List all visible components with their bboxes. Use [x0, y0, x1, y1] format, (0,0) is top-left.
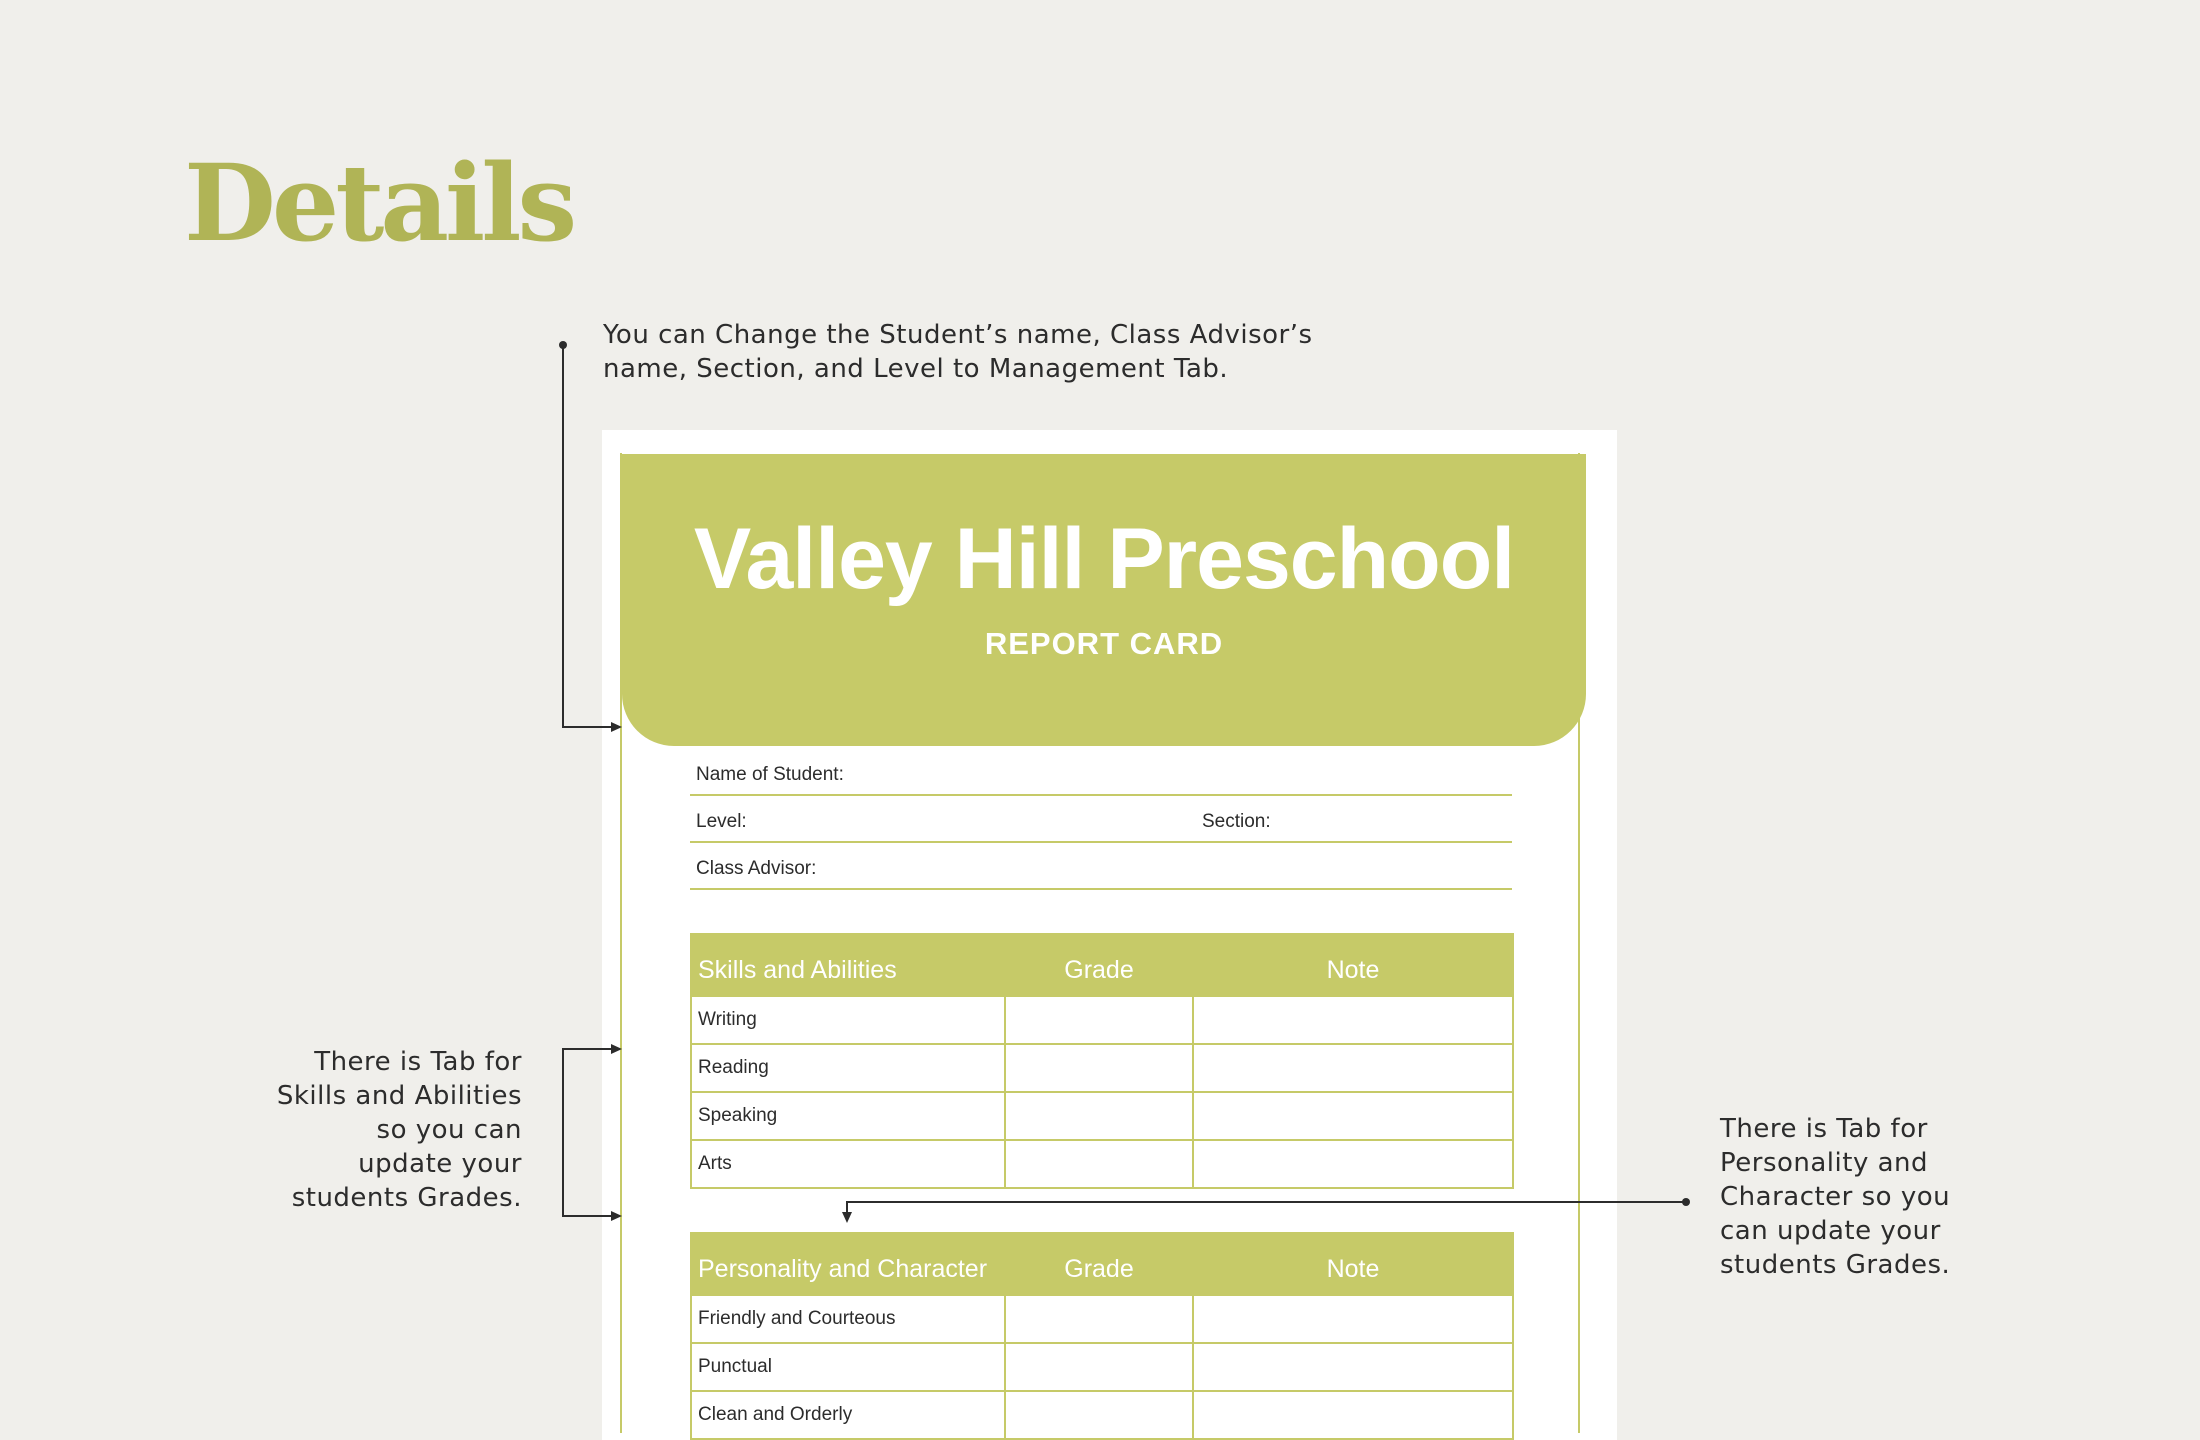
- page-title: Details: [184, 140, 574, 265]
- callout-line: Personality and: [1720, 1148, 1929, 1178]
- skill-name: Reading: [691, 1044, 1005, 1092]
- arrow-icon: [842, 1212, 852, 1223]
- callout-line: There is Tab for: [314, 1047, 522, 1077]
- class-advisor-label: Class Advisor:: [696, 858, 817, 879]
- callout-line: students Grades.: [1720, 1250, 1951, 1280]
- column-header-personality: Personality and Character: [691, 1233, 1005, 1295]
- level-label: Level:: [696, 811, 747, 832]
- trait-name: Punctual: [691, 1343, 1005, 1391]
- skill-name: Writing: [691, 996, 1005, 1044]
- school-name: Valley Hill Preschool: [693, 511, 1515, 607]
- callout-line: so you can: [376, 1115, 522, 1145]
- connector-top: [563, 345, 612, 727]
- section-label: Section:: [1202, 811, 1271, 832]
- callout-line: Skills and Abilities: [276, 1081, 522, 1111]
- callout-line: Character so you: [1720, 1182, 1951, 1212]
- column-header-note: Note: [1193, 934, 1513, 996]
- callout-management-tab: You can Change the Student’s name, Class Advisor’s name, Section, and Level to Management Tab.: [603, 320, 1313, 384]
- connector-left: [563, 1049, 612, 1216]
- trait-name: Clean and Orderly: [691, 1391, 1005, 1439]
- callout-line: There is Tab for: [1720, 1114, 1928, 1144]
- callout-line: students Grades.: [291, 1183, 522, 1213]
- column-header-note: Note: [1193, 1233, 1513, 1295]
- arrow-icon: [611, 1044, 622, 1054]
- arrow-icon: [611, 722, 622, 732]
- callout-line: update your: [358, 1149, 522, 1179]
- column-header-skills: Skills and Abilities: [691, 934, 1005, 996]
- connector-dot-right: [1682, 1198, 1690, 1206]
- callout-line: can update your: [1720, 1216, 1941, 1246]
- column-header-grade: Grade: [1005, 1233, 1193, 1295]
- connector-dot-top: [559, 341, 567, 349]
- report-card-label: REPORT CARD: [984, 626, 1224, 661]
- student-name-label: Name of Student:: [696, 764, 844, 785]
- arrow-icon: [611, 1211, 622, 1221]
- skill-name: Speaking: [691, 1092, 1005, 1140]
- connector-right: [847, 1202, 1686, 1214]
- column-header-grade: Grade: [1005, 934, 1193, 996]
- skill-name: Arts: [691, 1140, 1005, 1188]
- trait-name: Friendly and Courteous: [691, 1295, 1005, 1343]
